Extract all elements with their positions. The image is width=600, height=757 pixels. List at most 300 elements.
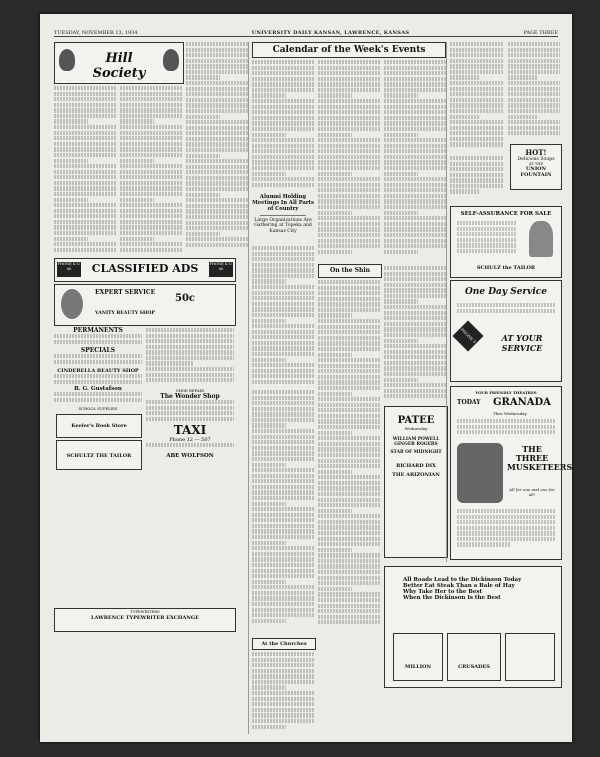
text-line bbox=[120, 142, 182, 146]
text-line bbox=[54, 181, 116, 185]
text-line bbox=[384, 383, 446, 387]
text-line bbox=[252, 502, 286, 506]
text-line bbox=[450, 92, 504, 96]
text-line bbox=[186, 120, 248, 124]
text-line bbox=[54, 186, 116, 190]
text-line bbox=[186, 198, 248, 202]
text-line bbox=[318, 498, 380, 502]
text-line bbox=[450, 142, 504, 146]
text-line bbox=[120, 198, 154, 202]
church-column-2 bbox=[508, 42, 560, 142]
text-line bbox=[252, 149, 314, 153]
text-line bbox=[508, 75, 537, 79]
text-line bbox=[318, 392, 352, 396]
text-line bbox=[450, 156, 504, 160]
text-line bbox=[146, 417, 234, 421]
page-header bbox=[54, 26, 558, 37]
text-line bbox=[252, 341, 314, 345]
text-line bbox=[318, 436, 380, 440]
text-line bbox=[318, 576, 380, 580]
text-line bbox=[457, 227, 517, 231]
text-line bbox=[252, 546, 314, 550]
text-line bbox=[508, 92, 560, 96]
text-line bbox=[384, 244, 446, 248]
schulz-tailor-name: SCHULZ the TAILOR bbox=[476, 265, 536, 271]
school-supplies-heading: SCHOOL SUPPLIES bbox=[78, 406, 118, 411]
dickinson-panel-1 bbox=[393, 633, 443, 681]
text-line bbox=[318, 166, 380, 170]
text-line bbox=[384, 339, 418, 343]
text-line bbox=[252, 246, 314, 250]
text-line bbox=[318, 564, 380, 568]
text-line bbox=[252, 263, 314, 267]
text-line bbox=[54, 97, 116, 101]
text-line bbox=[54, 119, 88, 123]
today-label: TODAY bbox=[457, 399, 481, 406]
text-line bbox=[384, 361, 446, 365]
text-line bbox=[318, 447, 380, 451]
text-line bbox=[252, 285, 314, 289]
text-line bbox=[252, 66, 314, 70]
text-line bbox=[252, 446, 314, 450]
text-line bbox=[186, 226, 248, 230]
text-line bbox=[146, 328, 234, 332]
dickinson-line-3: Why Take Her to the Best bbox=[403, 589, 483, 595]
text-line bbox=[384, 93, 418, 97]
text-line bbox=[508, 81, 560, 85]
text-line bbox=[318, 211, 352, 215]
classified-title: CLASSIFIED ADS bbox=[91, 262, 199, 275]
soups-label: Delicious Soups bbox=[517, 157, 555, 162]
text-line bbox=[318, 553, 380, 557]
text-line bbox=[252, 713, 314, 717]
text-line bbox=[508, 87, 560, 91]
text-block bbox=[54, 374, 142, 386]
text-line bbox=[384, 389, 446, 393]
text-line bbox=[252, 319, 286, 323]
text-line bbox=[318, 615, 380, 619]
text-line bbox=[186, 215, 248, 219]
dickinson-theatre-ad bbox=[384, 566, 562, 688]
text-line bbox=[252, 279, 286, 283]
text-line bbox=[120, 248, 182, 252]
text-line bbox=[318, 188, 380, 192]
text-line bbox=[318, 364, 380, 368]
churches-banner bbox=[252, 638, 316, 650]
alumni-headline: Alumni Holding Meetings In All Parts of Country bbox=[252, 194, 314, 213]
text-line bbox=[318, 138, 380, 142]
text-line bbox=[318, 99, 380, 103]
text-block bbox=[457, 303, 555, 317]
text-block bbox=[457, 221, 517, 257]
calendar-column-4 bbox=[384, 266, 446, 402]
text-line bbox=[252, 685, 286, 689]
text-line bbox=[252, 346, 314, 350]
text-line bbox=[146, 334, 234, 338]
phone-left: PHONE K.U. 66 bbox=[57, 262, 81, 277]
text-line bbox=[384, 216, 446, 220]
text-line bbox=[318, 570, 380, 574]
text-line bbox=[252, 518, 314, 522]
text-line bbox=[120, 114, 182, 118]
text-line bbox=[54, 392, 142, 396]
text-line bbox=[252, 313, 314, 317]
text-line bbox=[384, 366, 446, 370]
text-line bbox=[384, 133, 418, 137]
text-line bbox=[252, 619, 286, 623]
patee-picture: STAR OF MIDNIGHT bbox=[390, 450, 442, 455]
text-line bbox=[450, 126, 504, 130]
text-line bbox=[186, 193, 220, 197]
text-line bbox=[120, 203, 182, 207]
text-line bbox=[457, 537, 555, 541]
text-line bbox=[252, 451, 314, 455]
text-line bbox=[252, 563, 314, 567]
text-line bbox=[384, 77, 446, 81]
text-line bbox=[252, 77, 314, 81]
text-line bbox=[146, 361, 194, 365]
text-line bbox=[186, 87, 248, 91]
text-line bbox=[318, 470, 352, 474]
calendar-column-1 bbox=[252, 60, 314, 190]
text-line bbox=[252, 369, 314, 373]
text-line bbox=[457, 526, 555, 530]
text-line bbox=[318, 548, 352, 552]
text-line bbox=[252, 60, 314, 64]
text-line bbox=[384, 211, 418, 215]
text-line bbox=[318, 330, 380, 334]
text-line bbox=[252, 585, 314, 589]
text-line bbox=[252, 324, 314, 328]
text-line bbox=[318, 358, 380, 362]
calendar-column-3 bbox=[384, 60, 446, 260]
text-line bbox=[384, 199, 446, 203]
keeler-name: Keeler's Book Store bbox=[71, 423, 127, 429]
text-line bbox=[120, 242, 182, 246]
text-line bbox=[450, 48, 504, 52]
shin-title: On the Shin bbox=[329, 267, 371, 274]
text-line bbox=[508, 64, 560, 68]
text-line bbox=[252, 468, 314, 472]
hill-society-title: Hill Society bbox=[92, 51, 146, 81]
expert-service-ad bbox=[54, 284, 236, 326]
text-line bbox=[252, 674, 314, 678]
text-line bbox=[457, 249, 517, 253]
text-line bbox=[252, 691, 314, 695]
hot-label: HOT! bbox=[525, 148, 547, 157]
text-line bbox=[252, 335, 314, 339]
text-line bbox=[384, 355, 446, 359]
text-line bbox=[318, 82, 380, 86]
text-line bbox=[186, 81, 248, 85]
text-line bbox=[508, 59, 560, 63]
text-line bbox=[318, 514, 380, 518]
text-line bbox=[450, 189, 480, 193]
text-line bbox=[457, 303, 555, 307]
masthead: UNIVERSITY DAILY KANSAN, LAWRENCE, KANSAS bbox=[251, 30, 410, 36]
text-line bbox=[54, 114, 116, 118]
text-line bbox=[318, 609, 380, 613]
abe-wolfson-name: ABE WOLFSON bbox=[166, 453, 214, 459]
self-assurance-ad bbox=[450, 206, 562, 278]
text-line bbox=[186, 109, 248, 113]
text-line bbox=[252, 569, 314, 573]
text-line bbox=[252, 166, 314, 170]
text-line bbox=[252, 596, 314, 600]
text-line bbox=[120, 147, 182, 151]
text-line bbox=[54, 203, 116, 207]
text-line bbox=[318, 475, 380, 479]
text-line bbox=[252, 358, 286, 362]
text-line bbox=[318, 160, 380, 164]
text-line bbox=[252, 93, 286, 97]
text-line bbox=[120, 164, 182, 168]
text-line bbox=[252, 363, 314, 367]
text-line bbox=[450, 70, 504, 74]
patee-theatre-ad bbox=[384, 406, 448, 558]
text-line bbox=[186, 59, 248, 63]
text-line bbox=[252, 557, 314, 561]
text-line bbox=[384, 266, 446, 270]
text-line bbox=[318, 105, 380, 109]
text-line bbox=[54, 108, 116, 112]
text-line bbox=[318, 414, 380, 418]
text-line bbox=[252, 252, 314, 256]
text-line bbox=[252, 535, 314, 539]
text-line bbox=[186, 115, 220, 119]
text-line bbox=[54, 340, 142, 344]
dickinson-line-1: All Roads Lead to the Dickinson Today bbox=[403, 577, 522, 583]
text-line bbox=[186, 243, 248, 247]
society-column-2 bbox=[120, 86, 182, 254]
text-line bbox=[318, 308, 380, 312]
text-line bbox=[252, 479, 314, 483]
text-line bbox=[318, 239, 380, 243]
text-line bbox=[54, 220, 116, 224]
text-line bbox=[384, 394, 446, 398]
church-column-1 bbox=[450, 42, 504, 152]
text-line bbox=[384, 372, 446, 376]
one-day-title: One Day Service bbox=[464, 287, 548, 297]
text-line bbox=[318, 537, 380, 541]
text-line bbox=[318, 459, 380, 463]
text-line bbox=[318, 620, 380, 624]
text-line bbox=[318, 183, 380, 187]
text-line bbox=[252, 435, 314, 439]
text-line bbox=[120, 86, 182, 90]
granada-theatre-ad bbox=[450, 386, 572, 560]
text-line bbox=[384, 121, 446, 125]
keeler-ad bbox=[56, 414, 142, 438]
text-line bbox=[186, 142, 248, 146]
text-line bbox=[318, 347, 380, 351]
text-line bbox=[318, 442, 380, 446]
text-line bbox=[252, 719, 314, 723]
text-line bbox=[252, 138, 314, 142]
typewriters-heading: TYPEWRITERS bbox=[130, 609, 160, 614]
lawrence-typewriter-name: LAWRENCE TYPEWRITER EXCHANGE bbox=[90, 615, 200, 621]
text-line bbox=[450, 75, 480, 79]
text-line bbox=[252, 257, 314, 261]
text-line bbox=[457, 221, 517, 225]
header-date: TUESDAY, NOVEMBER 13, 1934 bbox=[54, 30, 138, 36]
text-line bbox=[508, 115, 537, 119]
calendar-banner bbox=[252, 42, 446, 58]
text-line bbox=[146, 443, 234, 447]
text-line bbox=[508, 48, 560, 52]
patee-name: PATEE bbox=[397, 415, 435, 426]
text-line bbox=[384, 272, 446, 276]
text-line bbox=[252, 708, 314, 712]
text-line bbox=[457, 520, 555, 524]
text-line bbox=[252, 274, 314, 278]
text-line bbox=[54, 159, 88, 163]
text-line bbox=[120, 231, 182, 235]
text-line bbox=[186, 48, 248, 52]
text-line bbox=[252, 440, 314, 444]
text-line bbox=[252, 110, 314, 114]
text-line bbox=[384, 160, 446, 164]
text-line bbox=[384, 155, 446, 159]
text-line bbox=[318, 481, 380, 485]
text-line bbox=[186, 232, 220, 236]
text-line bbox=[120, 181, 182, 185]
text-line bbox=[186, 181, 248, 185]
text-line bbox=[54, 164, 116, 168]
text-line bbox=[318, 71, 380, 75]
text-line bbox=[508, 53, 560, 57]
text-line bbox=[146, 345, 234, 349]
text-line bbox=[252, 552, 314, 556]
text-line bbox=[120, 175, 182, 179]
text-line bbox=[318, 559, 380, 563]
text-line bbox=[54, 147, 116, 151]
text-line bbox=[457, 542, 511, 546]
text-line bbox=[252, 423, 286, 427]
text-line bbox=[508, 126, 560, 130]
text-line bbox=[252, 658, 314, 662]
church-column-3 bbox=[450, 156, 504, 200]
text-line bbox=[457, 232, 517, 236]
text-line bbox=[54, 153, 116, 157]
text-line bbox=[186, 126, 248, 130]
text-line bbox=[384, 250, 418, 254]
text-line bbox=[186, 70, 248, 74]
gustafson-heading: B. G. Gustafson bbox=[74, 386, 122, 392]
text-line bbox=[318, 172, 352, 176]
text-line bbox=[508, 42, 560, 46]
text-line bbox=[54, 334, 142, 338]
text-line bbox=[318, 280, 380, 284]
text-line bbox=[146, 356, 234, 360]
text-line bbox=[252, 412, 314, 416]
text-line bbox=[318, 121, 380, 125]
text-line bbox=[120, 119, 154, 123]
text-line bbox=[450, 64, 504, 68]
text-line bbox=[252, 302, 314, 306]
specials-heading: SPECIALS bbox=[80, 347, 116, 354]
text-line bbox=[384, 333, 446, 337]
shoe-repair-heading: SHOE REPAIR bbox=[176, 388, 204, 393]
text-line bbox=[120, 131, 182, 135]
feature-million: MILLION bbox=[404, 664, 432, 670]
alumni-body bbox=[252, 246, 314, 386]
text-line bbox=[120, 214, 182, 218]
text-line bbox=[252, 680, 314, 684]
text-line bbox=[186, 170, 248, 174]
text-line bbox=[252, 160, 314, 164]
text-line bbox=[186, 159, 248, 163]
text-line bbox=[508, 120, 560, 124]
text-line bbox=[54, 125, 116, 129]
text-line bbox=[450, 103, 504, 107]
text-line bbox=[252, 133, 286, 137]
text-line bbox=[146, 400, 234, 404]
phone-9-badge: PHONE 9 bbox=[452, 320, 483, 351]
text-line bbox=[318, 341, 380, 345]
text-line bbox=[384, 316, 446, 320]
text-line bbox=[186, 75, 220, 79]
classified-left-col bbox=[54, 328, 142, 472]
text-line bbox=[318, 291, 380, 295]
text-line bbox=[252, 330, 314, 334]
text-line bbox=[318, 453, 380, 457]
text-line bbox=[252, 296, 314, 300]
text-line bbox=[252, 172, 286, 176]
friendly-theatres-heading: YOUR FRIENDLY THEATRES bbox=[475, 390, 537, 395]
text-line bbox=[384, 71, 446, 75]
text-line bbox=[318, 403, 380, 407]
text-line bbox=[252, 474, 314, 478]
calendar-title: Calendar of the Week's Events bbox=[272, 45, 426, 55]
wonder-shop-name: The Wonder Shop bbox=[160, 393, 220, 400]
text-line bbox=[54, 175, 116, 179]
text-line bbox=[252, 608, 314, 612]
text-line bbox=[54, 225, 116, 229]
text-line bbox=[318, 250, 352, 254]
text-line bbox=[384, 344, 446, 348]
phone-right: PHONE K.U. 66 bbox=[209, 262, 233, 277]
taxi-phone: Phone 12 — 507 bbox=[169, 437, 211, 443]
musketeers-illustration bbox=[457, 443, 503, 503]
text-line bbox=[384, 127, 446, 131]
text-line bbox=[54, 248, 116, 252]
text-line bbox=[186, 221, 248, 225]
text-line bbox=[450, 87, 504, 91]
text-line bbox=[252, 574, 314, 578]
text-block bbox=[146, 443, 234, 453]
text-line bbox=[54, 214, 116, 218]
patee-star2: GINGER ROGERS bbox=[394, 442, 438, 447]
text-line bbox=[457, 419, 555, 423]
text-line bbox=[318, 542, 380, 546]
text-line bbox=[318, 302, 380, 306]
text-line bbox=[252, 697, 314, 701]
text-line bbox=[318, 369, 380, 373]
text-line bbox=[318, 464, 380, 468]
text-line bbox=[318, 587, 352, 591]
shin-banner bbox=[318, 264, 382, 278]
column-divider bbox=[248, 42, 249, 734]
text-line bbox=[384, 105, 446, 109]
text-line bbox=[120, 225, 182, 229]
portrait-image bbox=[61, 289, 83, 319]
text-line bbox=[384, 138, 446, 142]
text-line bbox=[457, 425, 555, 429]
text-line bbox=[450, 81, 504, 85]
text-line bbox=[318, 503, 380, 507]
classified-banner bbox=[54, 258, 236, 282]
